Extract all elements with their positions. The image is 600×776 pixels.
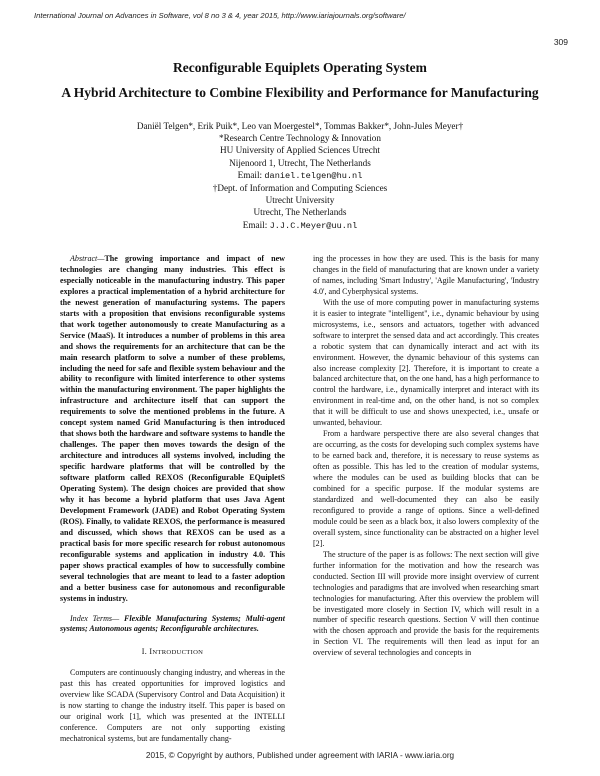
affiliation-2-line-1: †Dept. of Information and Computing Sciences xyxy=(212,183,388,194)
right-paragraph-3: The structure of the paper is as follows: The next section will give further information for the motivation and how the research was conducted. Section III will provide more insight overview of current technologies and paradigms that are involved when researching smart technologies for manufacturing. After this overview the problem will be investigated more closely in Section IV, which will result in a number of specific research questions. Section V will then continue with the chosen approach and provide the basis for the requirements in Section VI. The requirements will then lead as input for an overview of several technologies and concepts in xyxy=(313,549,539,658)
section-number: I. xyxy=(141,647,150,657)
email-1-label: Email: xyxy=(237,169,263,180)
page-number: 309 xyxy=(553,37,568,47)
copyright-footer: 2015, © Copyright by authors, Published under agreement with IARIA - www.iaria.org xyxy=(145,751,455,760)
paper-title: Reconfigurable Equiplets Operating System xyxy=(173,60,427,75)
email-2-row xyxy=(0,219,600,232)
author-block xyxy=(0,120,600,232)
right-paragraph-continued: ing the processes in how they are used. This is the basis for many changes in the field of manufacturing that are known under a variety of names, including 'Smart Industry', 'Agile Manufacturing', 'Industry 4.0', and Cyberphysical systems. xyxy=(313,254,539,296)
right-paragraph-2: From a hardware perspective there are also several changes that are occurring, as the costs for developing such complex systems have to be earned back and, therefore, it is necessary to reuse systems as often as possible. This has led to the creation of modular systems, where the modules can be used as building blocks that can be combined for a specific purpose. If the modular systems are standardized and well-documented they can also be easily reconfigured to provide a range of options. Since a well-defined module could be seen as a black box, it also lowers complexity of the overall system, since functionality can be abstracted on a higher level [2]. xyxy=(313,429,539,548)
email-2-label: Email: xyxy=(242,219,268,230)
email-1-row xyxy=(0,169,600,182)
journal-header: International Journal on Advances in Software, vol 8 no 3 & 4, year 2015, http://www.iariajournals.org/software/ xyxy=(34,11,406,20)
email-2[interactable]: J.J.C.Meyer@uu.nl xyxy=(269,220,358,231)
right-paragraph-1: With the use of more computing power in manufacturing systems it is easier to integrate "intelligent", i.e., dynamic behaviour by using microsystems, i.e., sensors and actuators, together with advanced software to interpret the sensed data and act accordingly. This creates a robotic system that can dynamically interact and act with its environment. However, the dynamic behaviour of this systems can also increase complexity [2]. Therefore, it is important to create a balanced architecture that, on the one hand, has a high performance to control the hardware, i.e., dynamically interpret and interact with its environment in real-time and, on the other hand, is not so complex that it will be difficult to use and shows unexpected, i.e., unsafe or unwanted, behaviour. xyxy=(313,297,539,428)
right-column xyxy=(313,254,539,659)
affiliation-2-line-3: Utrecht, The Netherlands xyxy=(253,207,347,218)
affiliation-1-line-2: HU University of Applied Sciences Utrecht xyxy=(220,145,380,156)
index-terms xyxy=(60,614,285,636)
index-terms-label: Index Terms— xyxy=(70,613,120,623)
section-title-first-letter: I xyxy=(149,647,153,657)
index-terms-text: Flexible Manufacturing Systems; Multi-agent systems; Autonomous agents; Reconfigurable architectures. xyxy=(60,613,285,634)
intro-paragraph-1: Computers are continuously changing industry, and whereas in the past this has created opportunities for improved logistics and overview like SCADA (Supervisory Control and Data Acquisition) it is now starting to change the industry itself. This paper is based on our original work [1], which was presented at the INTELLI conference. Computers are not only supporting existing mechatronical systems, but are fundamentally chang- xyxy=(60,668,285,744)
left-column xyxy=(60,254,285,745)
affiliation-2-line-2: Utrecht University xyxy=(265,195,335,206)
section-title-rest: NTRODUCTION xyxy=(152,649,204,657)
affiliation-1-line-1: *Research Centre Technology & Innovation xyxy=(219,133,381,144)
email-1[interactable]: daniel.telgen@hu.nl xyxy=(264,170,363,181)
affiliation-1-line-3: Nijenoord 1, Utrecht, The Netherlands xyxy=(229,157,371,168)
abstract-text: The growing importance and impact of new technologies are changing many industries. This effect is especially noticeable in the manufacturing industry. This paper explores a practical implementation of a hybrid architecture for the newest generation of manufacturing systems. The papers starts with a proposition that envisions reconfigurable systems that work together autonomously to create Manufacturing as a Service (MaaS). It introduces a number of problems in this area and shows the requirements for an architecture that can be the main research platform to solve a number of these problems, including the need for safe and flexible system behaviour and the ability to reconfigure with limited interference to other systems within the manufacturing environment. The paper highlights the infrastructure and architecture itself that can support the requirements to solve the mentioned problems in the future. A concept system named Grid Manufacturing is then introduced that shows both the hardware and software systems to handle the challenges. The paper then moves towards the design of the architecture and introduces all systems involved, including the specific hardware platforms that will be controlled by the software platform called REXOS (Reconfigurable EQuipletS Operating System). The design choices are provided that show why it has become a hybrid platform that uses Java Agent Development Framework (JADE) and Robot Operating System (ROS). Finally, to validate REXOS, the performance is measured and discussed, which shows that REXOS can be used as a practical basis for more specific research for robust autonomous reconfigurable systems and application in industry 4.0. This paper shows practical examples of how to successfully combine several technologies that are meant to lead to a faster adoption and a better business case for autonomous and reconfigurable systems in industry. xyxy=(60,254,285,603)
section-heading-introduction xyxy=(60,647,285,659)
author-names: Daniël Telgen*, Erik Puik*, Leo van Moergestel*, Tommas Bakker*, John-Jules Meyer† xyxy=(136,121,464,131)
abstract xyxy=(60,254,285,605)
paper-subtitle: A Hybrid Architecture to Combine Flexibility and Performance for Manufacturing xyxy=(61,85,539,100)
abstract-label: Abstract— xyxy=(70,254,105,263)
